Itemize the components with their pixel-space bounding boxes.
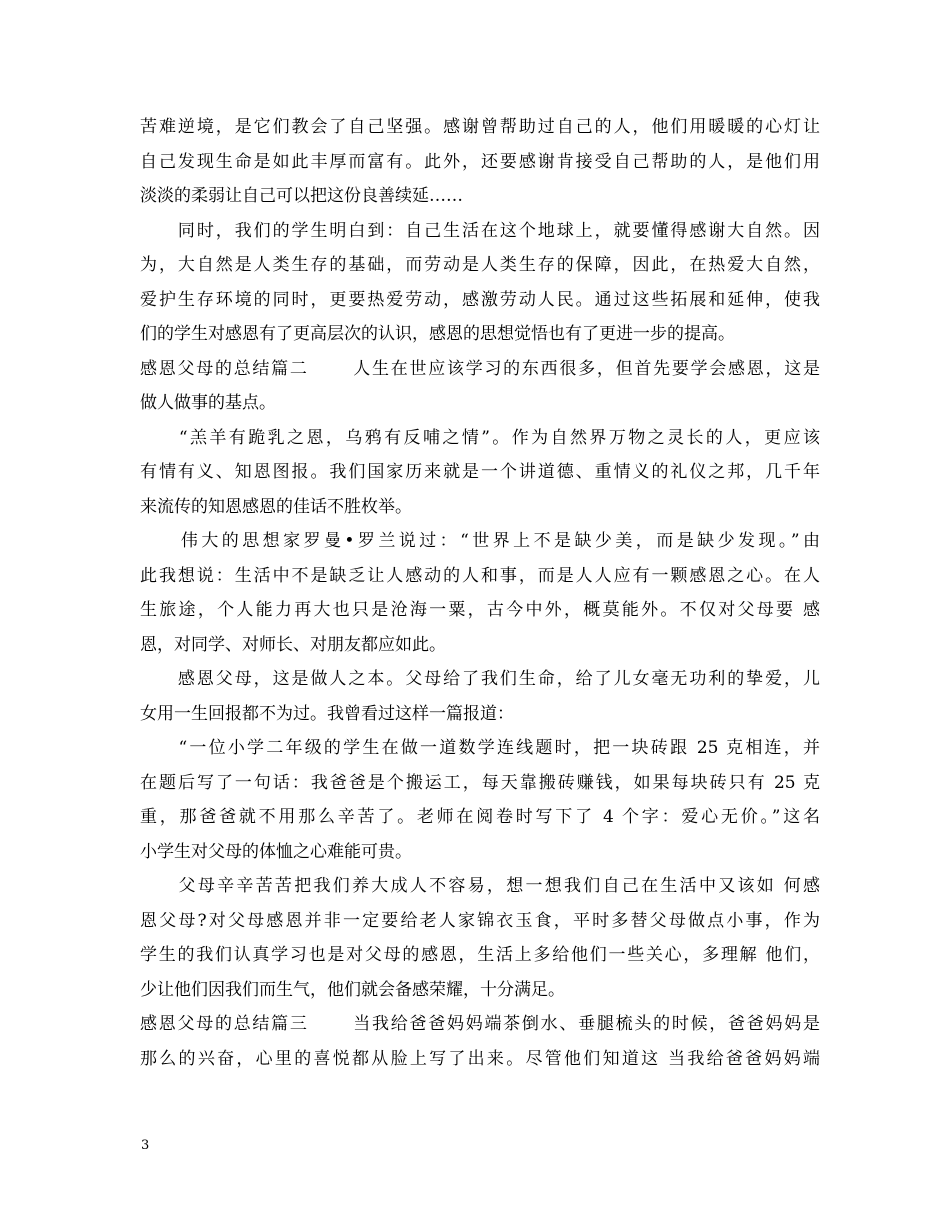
text-line: 为，大自然是人类生存的基础，而劳动是人类生存的保障，因此，在热爱大自然， [140,255,820,275]
text-line: 此我想说：生活中不是缺乏让人感动的人和事，而是人人应有一颗感恩之心。在人 [140,565,820,586]
text-line: 有情有义、知恩图报。我们国家历来就是一个讲道德、重情义的礼仪之邦，几千年 [140,462,820,482]
text-line: 感恩父母，这是做人之本。父母给了我们生命，给了儿女毫无功利的挚爱，儿 [140,669,820,689]
page-number: 3 [141,1138,150,1153]
text-line: 恩，对同学、对师长、对朋友都应如此。 [140,634,446,655]
text-line: 恩父母?对父母感恩并非一定要给老人家锦衣玉食，平时多替父母做点小事，作为 [140,910,820,931]
text-line: 重，那爸爸就不用那么辛苦了。老师在阅卷时写下了 4 个字：爱心无价。”这名 [140,807,820,827]
text-line: 女用一生回报都不为过。我曾看过这样一篇报道： [140,703,514,724]
text-line: 学生的我们认真学习也是对父母的感恩，生活上多给他们一些关心，多理解 他们， [140,945,820,965]
text-line: 父母辛辛苦苦把我们养大成人不容易，想一想我们自己在生活中又该如 何感 [140,876,820,896]
text-line: 自己发现生命是如此丰厚而富有。此外，还要感谢肯接受自己帮助的人，是他们用 [140,151,820,172]
text-line: 做人做事的基点。 [140,393,276,413]
text-line: 在题后写了一句话：我爸爸是个搬运工，每天靠搬砖赚钱，如果每块砖只有 25 克 [140,772,820,793]
text-line: 那么的兴奋，心里的喜悦都从脸上写了出来。尽管他们知道这 当我给爸爸妈妈端 [140,1048,820,1069]
text-line: “羔羊有跪乳之恩，乌鸦有反哺之情”。作为自然界万物之灵长的人，更应该 [140,427,820,448]
text-line: 们的学生对感恩有了更高层次的认识，感恩的思想觉悟也有了更进一步的提高。 [140,324,735,344]
body-text [140,110,820,1076]
text-line: 苦难逆境，是它们教会了自己坚强。感谢曾帮助过自己的人，他们用暖暖的心灯让 [140,117,820,137]
text-line: 来流传的知恩感恩的佳话不胜枚举。 [140,496,412,517]
text-line: 感恩父母的总结篇三 当我给爸爸妈妈端茶倒水、垂腿梳头的时候，爸爸妈妈是 [140,1014,820,1034]
text-line: 同时，我们的学生明白到：自己生活在这个地球上，就要懂得感谢大自然。因 [140,220,820,241]
text-line: 生旅途，个人能力再大也只是沧海一粟，古今中外，概莫能外。不仅对父母要 感 [140,600,820,620]
text-line: 爱护生存环境的同时，更要热爱劳动，感激劳动人民。通过这些拓展和延伸，使我 [140,289,820,310]
text-line: 伟大的思想家罗曼•罗兰说过：“世界上不是缺少美，而是缺少发现。”由 [140,531,820,551]
text-line: 淡淡的柔弱让自己可以把这份良善续延…… [140,186,463,206]
text-line: 少让他们因我们而生气，他们就会备感荣耀，十分满足。 [140,979,565,1000]
text-line: 感恩父母的总结篇二 人生在世应该学习的东西很多，但首先要学会感恩，这是 [140,358,820,379]
text-line: 小学生对父母的体恤之心难能可贵。 [140,841,412,862]
text-line: “一位小学二年级的学生在做一道数学连线题时，把一块砖跟 25 克相连，并 [140,738,820,758]
